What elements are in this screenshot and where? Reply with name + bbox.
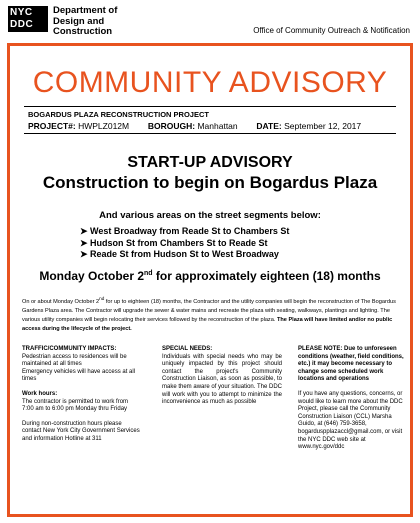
- borough-value: Manhattan: [197, 121, 238, 131]
- street-segment: Reade St from Hudson St to West Broadway: [90, 249, 279, 259]
- dept-line-2: Design and: [53, 15, 105, 27]
- description-part-1: On or about Monday October 2: [22, 298, 100, 305]
- arrow-bullet-icon: ➤: [80, 249, 88, 259]
- project-description: [22, 294, 404, 334]
- divider-top: [24, 106, 396, 107]
- arrow-bullet-icon: ➤: [80, 226, 88, 236]
- nyc-ddc-logo: [8, 6, 48, 32]
- list-item: [80, 238, 289, 250]
- contact-text: If you have any questions, concerns, or would like to learn more about the DDC Project, please call the Community Construction Liaison (CCL) Marsha Guido, at (646) 759-3658, bogarduspplazaccl@gmail.com, or visit the NYC DDC web site at www.nyc.gov/ddc: [298, 390, 403, 451]
- non-construction-text: During non-construction hours please contact New York City Government Services and information Hotline at 311: [22, 420, 140, 442]
- description-access-note: The Plaza will have limited and/or no public access during the lifecycle of the project.: [22, 316, 393, 332]
- description-sup: nd: [99, 296, 105, 301]
- special-needs-column: [162, 346, 282, 414]
- street-segment: West Broadway from Reade St to Chambers St: [90, 226, 290, 236]
- headline: [10, 153, 410, 193]
- project-number-value: HWPLZ012M: [78, 121, 130, 131]
- schedule-heading: [10, 269, 410, 283]
- impacts-pedestrian: Pedestrian access to residences will be maintained at all times: [22, 353, 127, 368]
- note-column: [298, 346, 408, 459]
- logo-line-nyc: NYC: [10, 7, 33, 18]
- advisory-title: COMMUNITY ADVISORY: [32, 66, 388, 99]
- borough-label: BOROUGH:: [147, 121, 196, 131]
- arrow-bullet-icon: ➤: [80, 237, 88, 248]
- impacts-heading: TRAFFIC/COMMUNITY IMPACTS:: [22, 346, 117, 352]
- description-part-2: for up to eighteen (18) months, the Contractor and the utility companies will begin the reconstruction of The Bogardus Gardens Plaza area. The Contractor will upgrade the sewer & water mains and recreate the plaza with seating, walkways, plantings and lighting. The various utility companies will begin relocating their services followed by the reconstruction of the plaza.: [22, 298, 396, 323]
- headline-line-1: START-UP ADVISORY: [127, 154, 293, 171]
- project-number-label: PROJECT#:: [28, 121, 76, 131]
- work-hours-heading: Work hours:: [22, 390, 58, 397]
- date-value: September 12, 2017: [284, 121, 362, 131]
- page-header: [8, 6, 412, 44]
- areas-intro: And various areas on the street segments below:: [99, 210, 321, 221]
- street-list: [80, 226, 289, 261]
- list-item: [80, 226, 289, 238]
- street-segment: Hudson St from Chambers St to Reade St: [90, 237, 268, 248]
- schedule-prefix: Monday October 2: [39, 269, 145, 283]
- dept-line-3: Construction: [53, 26, 113, 37]
- work-hours-text: The contractor is permitted to work from 7:00 am to 6:00 pm Monday thru Friday: [22, 398, 129, 413]
- divider-bottom: [24, 133, 396, 134]
- logo-line-ddc: DDC: [10, 19, 34, 30]
- special-needs-heading: SPECIAL NEEDS:: [162, 346, 213, 352]
- impacts-emergency: Emergency vehicles will have access at all times: [22, 368, 136, 383]
- impacts-column: [22, 346, 140, 451]
- project-info-line: [28, 121, 361, 131]
- list-item: [80, 249, 289, 261]
- dept-line-1: Department of: [53, 5, 118, 16]
- special-needs-text: Individuals with special needs who may be uniquely impacted by this project should contact the project's Community Construction Liaison, as soon as possible, to make them aware of your situation. The DDC will work with you to attempt to minimize the inconvenience as much as possible: [162, 353, 282, 406]
- date-label: DATE:: [256, 121, 282, 131]
- office-name: Office of Community Outreach & Notification: [253, 26, 410, 35]
- schedule-sup: nd: [144, 270, 153, 277]
- department-name: [53, 6, 117, 38]
- advisory-frame: [7, 43, 413, 517]
- headline-line-2: Construction to begin on Bogardus Plaza: [42, 173, 378, 192]
- project-name: BOGARDUS PLAZA RECONSTRUCTION PROJECT: [28, 110, 209, 119]
- schedule-suffix: for approximately eighteen (18) months: [152, 269, 381, 283]
- please-note-text: PLEASE NOTE: Due to unforeseen conditions (weather, field conditions, etc.) it may become necessary to change some scheduled work locations and operations: [298, 346, 404, 383]
